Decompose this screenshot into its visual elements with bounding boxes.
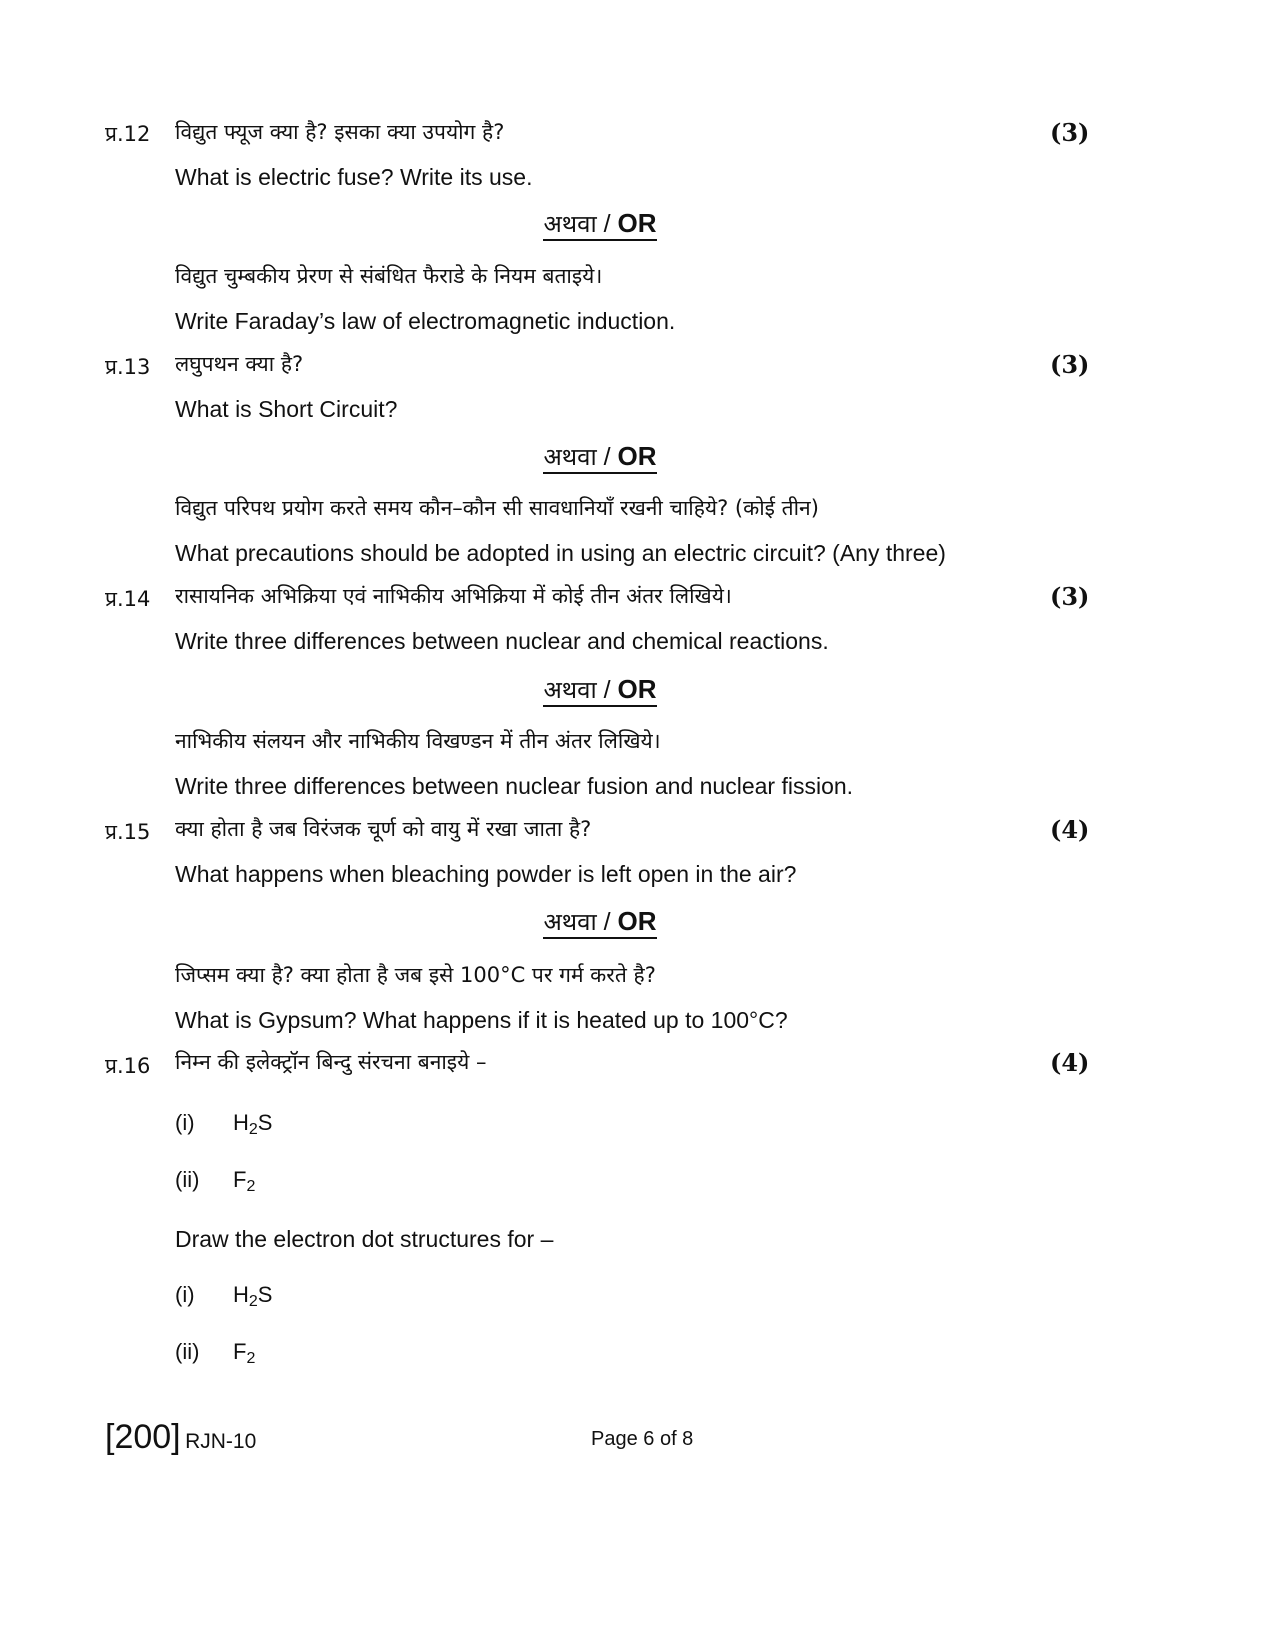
question-14-marks: (3)	[1050, 582, 1090, 611]
question-number-14: प्र.14	[105, 587, 151, 611]
question-15-hindi: क्या होता है जब विरंजक चूर्ण को वायु में रखा जाता है?	[175, 817, 592, 841]
question-13-marks: (3)	[1050, 350, 1090, 379]
question-13-english: What is Short Circuit?	[175, 396, 398, 422]
question-12-alt-hindi: विद्युत चुम्बकीय प्रेरण से संबंधित फैराडे के नियम बताइये।	[175, 264, 603, 288]
question-16-marks: (4)	[1050, 1048, 1090, 1077]
question-number-15: प्र.15	[105, 820, 151, 844]
question-12-hindi: विद्युत फ्यूज क्या है? इसका क्या उपयोग है?	[175, 120, 505, 144]
question-15-alt-english: What is Gypsum? What happens if it is heated up to 100°C?	[175, 1007, 788, 1033]
question-15-english: What happens when bleaching powder is left open in the air?	[175, 861, 797, 887]
paper-code-text: RJN-10	[185, 1430, 257, 1453]
question-15-alt-hindi: जिप्सम क्या है? क्या होता है जब इसे 100°C पर गर्म करते है?	[175, 963, 656, 987]
formula-h2s: $H_2S$	[233, 1282, 273, 1310]
paper-code	[105, 1418, 256, 1457]
item-label: (i)	[175, 1110, 195, 1135]
or-divider: अथवा / OR	[0, 905, 1200, 938]
question-12-alt-english: Write Faraday’s law of electromagnetic induction.	[175, 308, 676, 334]
question-number-13: प्र.13	[105, 355, 151, 379]
question-14-english: Write three differences between nuclear and chemical reactions.	[175, 628, 829, 654]
or-divider: अथवा / OR	[0, 673, 1200, 706]
question-13-hindi: लघुपथन क्या है?	[175, 352, 304, 376]
paper-code-bracket: [200]	[105, 1418, 181, 1456]
item-label: (ii)	[175, 1167, 200, 1192]
or-divider: अथवा / OR	[0, 440, 1200, 473]
question-14-alt-english: Write three differences between nuclear fusion and nuclear fission.	[175, 773, 854, 799]
question-16-hindi: निम्न की इलेक्ट्रॉन बिन्दु संरचना बनाइये –	[175, 1050, 487, 1074]
question-13-alt-english: What precautions should be adopted in using an electric circuit? (Any three)	[175, 540, 946, 566]
question-13-alt-hindi: विद्युत परिपथ प्रयोग करते समय कौन–कौन सी सावधानियाँ रखनी चाहिये? (कोई तीन)	[175, 496, 819, 520]
question-14-hindi: रासायनिक अभिक्रिया एवं नाभिकीय अभिक्रिया में कोई तीन अंतर लिखिये।	[175, 584, 732, 608]
formula-f2: $F_2$	[233, 1167, 256, 1195]
question-number-16: प्र.16	[105, 1054, 151, 1078]
or-divider: अथवा / OR	[0, 207, 1200, 240]
question-16-english: Draw the electron dot structures for –	[175, 1226, 554, 1252]
question-12-english: What is electric fuse? Write its use.	[175, 164, 533, 190]
question-14-alt-hindi: नाभिकीय संलयन और नाभिकीय विखण्डन में तीन अंतर लिखिये।	[175, 729, 661, 753]
formula-h2s: $H_2S$	[233, 1110, 273, 1138]
question-12-marks: (3)	[1050, 118, 1090, 147]
formula-f2: $F_2$	[233, 1339, 256, 1367]
question-15-marks: (4)	[1050, 815, 1090, 844]
item-label: (i)	[175, 1282, 195, 1307]
question-number-12: प्र.12	[105, 122, 151, 146]
page-number: Page 6 of 8	[591, 1428, 694, 1450]
item-label: (ii)	[175, 1339, 200, 1364]
